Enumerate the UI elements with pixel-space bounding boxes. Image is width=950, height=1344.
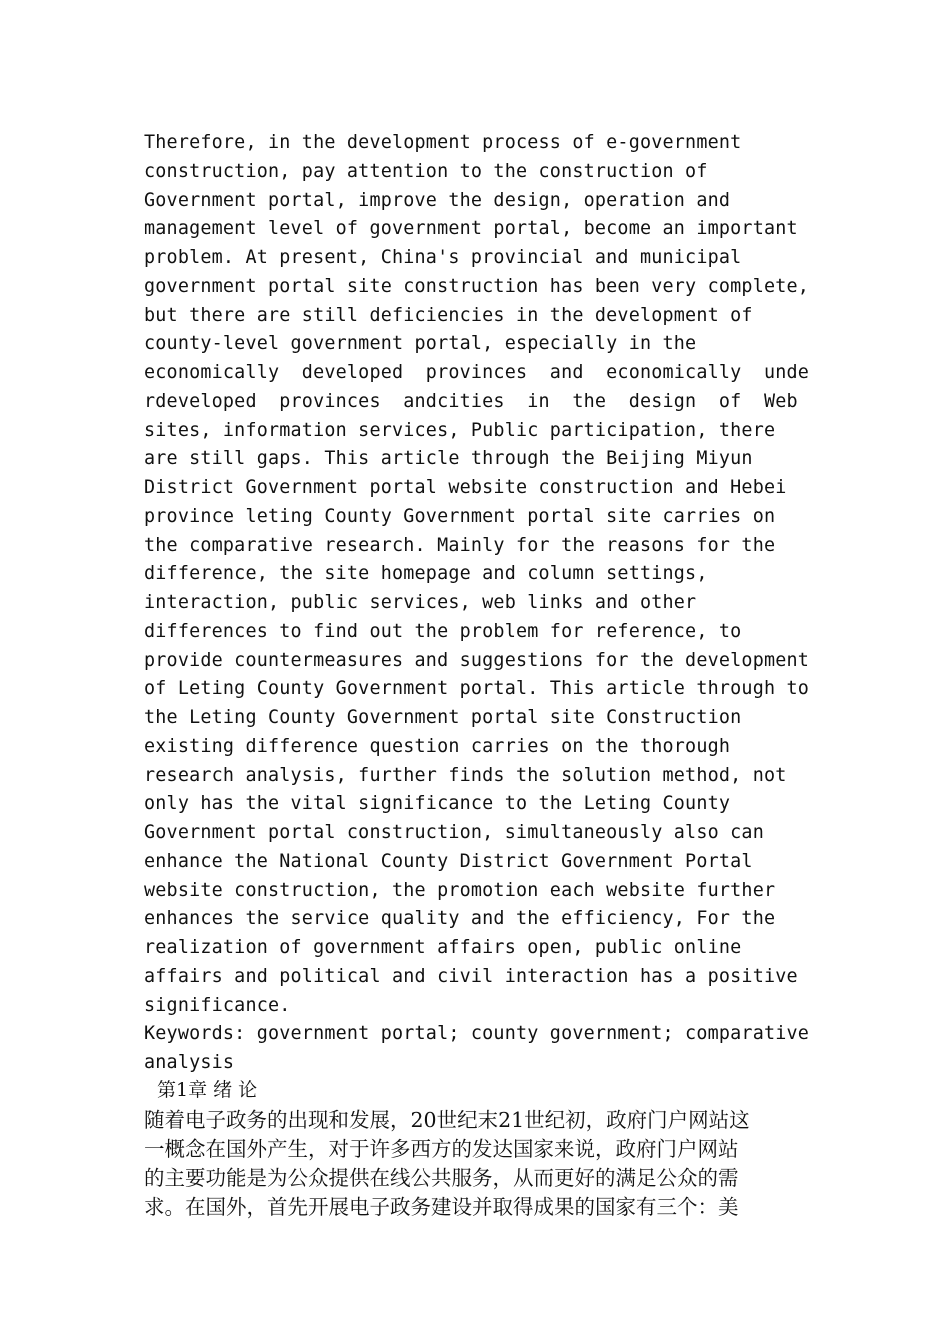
body-line: 随着电子政务的出现和发展，20世纪末21世纪初，政府门户网站这 [144, 1108, 750, 1132]
english-abstract [144, 129, 814, 1078]
abstract-line: but there are still deficiencies in the development of [144, 304, 753, 326]
abstract-line: province leting County Government portal site carries on [144, 505, 776, 527]
abstract-line: rdeveloped provinces andcities in the design of Web [144, 390, 798, 412]
abstract-line: interaction, public services, web links and other [144, 592, 697, 613]
chinese-body-text [144, 1106, 814, 1222]
abstract-line: differences to find out the problem for reference, to [144, 620, 742, 642]
abstract-line: are still gaps. This article through the Beijing Miyun [144, 448, 753, 470]
abstract-line: existing difference question carries on the thorough [144, 735, 731, 757]
chapter-heading: 第1章 绪 论 [157, 1079, 258, 1101]
abstract-line: construction, pay attention to the construction of [144, 160, 708, 182]
abstract-line: Government portal construction, simultaneously also can [144, 822, 764, 843]
abstract-line: the Leting County Government portal site Construction [144, 707, 742, 728]
abstract-line: of Leting County Government portal. This article through to [144, 678, 810, 700]
abstract-line: enhances the service quality and the efficiency, For the [144, 908, 776, 930]
abstract-line: Therefore, in the development process of e-government [144, 132, 742, 153]
abstract-line: management level of government portal, become an important [144, 218, 798, 240]
abstract-line: problem. At present, China's provincial and municipal [144, 247, 742, 268]
abstract-line: enhance the National County District Government Portal [144, 850, 753, 872]
keywords-line: analysis [144, 1052, 235, 1073]
abstract-line: realization of government affairs open, public online [144, 937, 742, 958]
abstract-line: difference, the site homepage and column settings, [144, 563, 708, 585]
abstract-line: government portal site construction has been very complete, [144, 275, 810, 297]
abstract-line: county-level government portal, especially in the [144, 333, 697, 355]
abstract-line: affairs and political and civil interaction has a positive [144, 965, 798, 987]
abstract-line: research analysis, further finds the solution method, not [144, 764, 787, 786]
abstract-line: sites, information services, Public participation, there [144, 419, 776, 441]
abstract-line: the comparative research. Mainly for the reasons for the [144, 534, 776, 556]
keywords-line: Keywords: government portal; county government; comparative [144, 1023, 810, 1045]
abstract-line: provide countermeasures and suggestions for the development [144, 649, 810, 671]
abstract-line: website construction, the promotion each website further [144, 879, 776, 901]
body-line: 求。在国外，首先开展电子政务建设并取得成果的国家有三个：美 [144, 1195, 739, 1219]
abstract-line: significance. [144, 994, 291, 1016]
abstract-line: District Government portal website construction and Hebei [144, 477, 787, 498]
body-line: 一概念在国外产生，对于许多西方的发达国家来说，政府门户网站 [144, 1137, 739, 1161]
abstract-line: Government portal, improve the design, operation and [144, 189, 731, 211]
abstract-line: economically developed provinces and economically unde [144, 362, 810, 383]
body-line: 的主要功能是为公众提供在线公共服务，从而更好的满足公众的需 [144, 1166, 739, 1190]
abstract-line: only has the vital significance to the Leting County [144, 793, 731, 815]
